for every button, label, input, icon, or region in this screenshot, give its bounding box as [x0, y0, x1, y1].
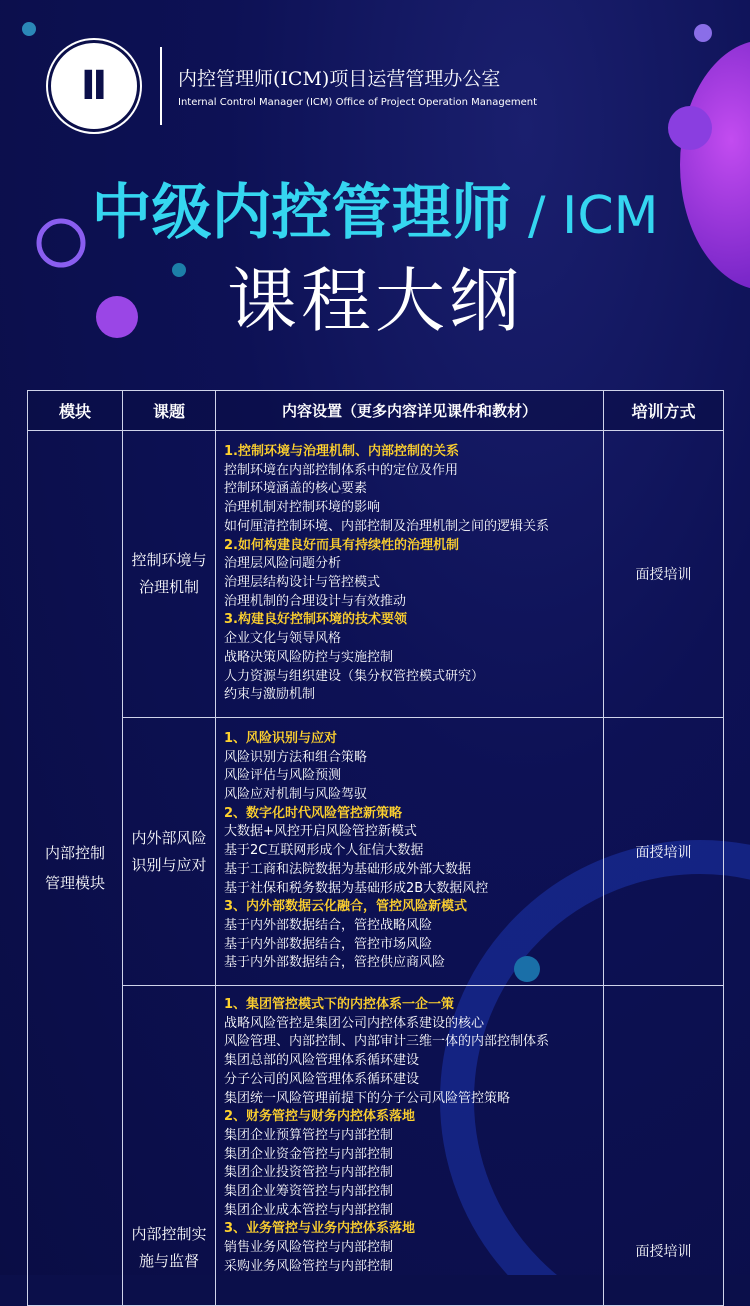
academy-logo: Ⅱ [48, 40, 140, 132]
topic-cell: 控制环境与治理机制 [123, 431, 216, 718]
content-heading: 3、内外部数据云化融合，管控风险新模式 [224, 899, 468, 915]
method-cell: 面授培训 [604, 986, 724, 1306]
content-heading: 1、风险识别与应对 [224, 730, 338, 746]
col-header-content: 内容设置（更多内容详见课件和教材） [216, 391, 604, 431]
content-item: 战略风险管控是集团公司内控体系建设的核心 [224, 1015, 485, 1031]
content-item: 治理层风险问题分析 [224, 556, 342, 572]
content-item: 基于2C互联网形成个人征信大数据 [224, 843, 424, 859]
content-item: 风险管理、内部控制、内部审计三维一体的内部控制体系 [224, 1034, 550, 1050]
content-item: 控制环境在内部控制体系中的定位及作用 [224, 462, 459, 478]
decor-circle [22, 22, 36, 36]
table-row [28, 986, 724, 1306]
page-subtitle: 课程大纲 [227, 260, 523, 342]
title-sub: / ICM [511, 186, 659, 246]
content-item: 人力资源与组织建设（集分权管控模式研究） [224, 668, 485, 684]
method-cell: 面授培训 [604, 718, 724, 986]
content-item: 企业文化与领导风格 [224, 631, 342, 647]
content-item: 约束与激励机制 [224, 687, 316, 703]
content-item: 大数据+风控开启风险管控新模式 [224, 824, 417, 840]
col-header-method: 培训方式 [604, 391, 724, 431]
col-header-topic: 课题 [123, 391, 216, 431]
module-cell: 内部控制管理模块 [28, 431, 123, 1306]
content-item: 控制环境涵盖的核心要素 [224, 481, 368, 497]
content-item: 基于内外部数据结合，管控供应商风险 [224, 955, 446, 971]
col-header-module: 模块 [28, 391, 123, 431]
content-item: 销售业务风险管控与内部控制 [224, 1240, 394, 1256]
content-cell [216, 718, 604, 986]
header [48, 40, 608, 132]
method-cell: 面授培训 [604, 431, 724, 718]
content-item: 采购业务风险管控与内部控制 [224, 1258, 394, 1274]
content-item: 集团企业预算管控与内部控制 [224, 1127, 394, 1143]
content-item: 如何厘清控制环境、内部控制及治理机制之间的逻辑关系 [224, 518, 550, 534]
org-name-cn: 内控管理师(ICM)项目运营管理办公室 [178, 68, 501, 90]
divider [160, 47, 162, 125]
content-item: 集团总部的风险管理体系循环建设 [224, 1053, 420, 1069]
content-heading: 1.控制环境与治理机制、内部控制的关系 [224, 444, 459, 460]
content-item: 分子公司的风险管理体系循环建设 [224, 1071, 420, 1087]
content-cell [216, 431, 604, 718]
table-row [28, 718, 724, 986]
content-item: 集团企业成本管控与内部控制 [224, 1202, 394, 1218]
content-item: 集团企业筹资管控与内部控制 [224, 1184, 394, 1200]
content-heading: 1、集团管控模式下的内控体系一企一策 [224, 997, 455, 1012]
content-item: 集团统一风险管理前提下的分子公司风险管控策略 [224, 1090, 511, 1106]
table-row [28, 431, 724, 718]
content-item: 风险识别方法和组合策略 [224, 749, 368, 765]
title-main: 中级内控管理师 [91, 178, 512, 248]
content-item: 风险评估与风险预测 [224, 768, 342, 784]
content-item: 集团企业资金管控与内部控制 [224, 1146, 394, 1162]
syllabus-table [27, 390, 724, 1306]
decor-circle [668, 106, 712, 150]
content-item: 基于工商和法院数据为基础形成外部大数据 [224, 861, 472, 877]
decor-circle [694, 24, 712, 42]
content-item: 集团企业投资管控与内部控制 [224, 1165, 394, 1181]
content-item: 基于社保和税务数据为基础形成2B大数据风控 [224, 880, 489, 896]
page-title [0, 165, 750, 251]
topic-cell: 内外部风险识别与应对 [123, 718, 216, 986]
content-item: 风险应对机制与风险驾驭 [224, 787, 368, 803]
content-item: 治理层结构设计与管控模式 [224, 575, 381, 590]
content-item: 治理机制对控制环境的影响 [224, 500, 381, 516]
content-item: 治理机制的合理设计与有效推动 [224, 593, 407, 609]
content-heading: 2、财务管控与财务内控体系落地 [224, 1109, 416, 1125]
content-item: 基于内外部数据结合，管控战略风险 [224, 917, 433, 933]
org-name-en: Internal Control Manager (ICM) Office of Project Operation Management [178, 97, 537, 108]
content-heading: 3、业务管控与业务内控体系落地 [224, 1221, 416, 1237]
content-heading: 3.构建良好控制环境的技术要领 [224, 612, 407, 628]
content-item: 战略决策风险防控与实施控制 [224, 649, 394, 665]
content-heading: 2、数字化时代风险管控新策略 [224, 805, 403, 821]
topic-cell: 内部控制实施与监督 [123, 986, 216, 1306]
content-item: 基于内外部数据结合，管控市场风险 [224, 936, 433, 952]
content-heading: 2.如何构建良好而具有持续性的治理机制 [224, 537, 459, 553]
content-cell [216, 986, 604, 1306]
